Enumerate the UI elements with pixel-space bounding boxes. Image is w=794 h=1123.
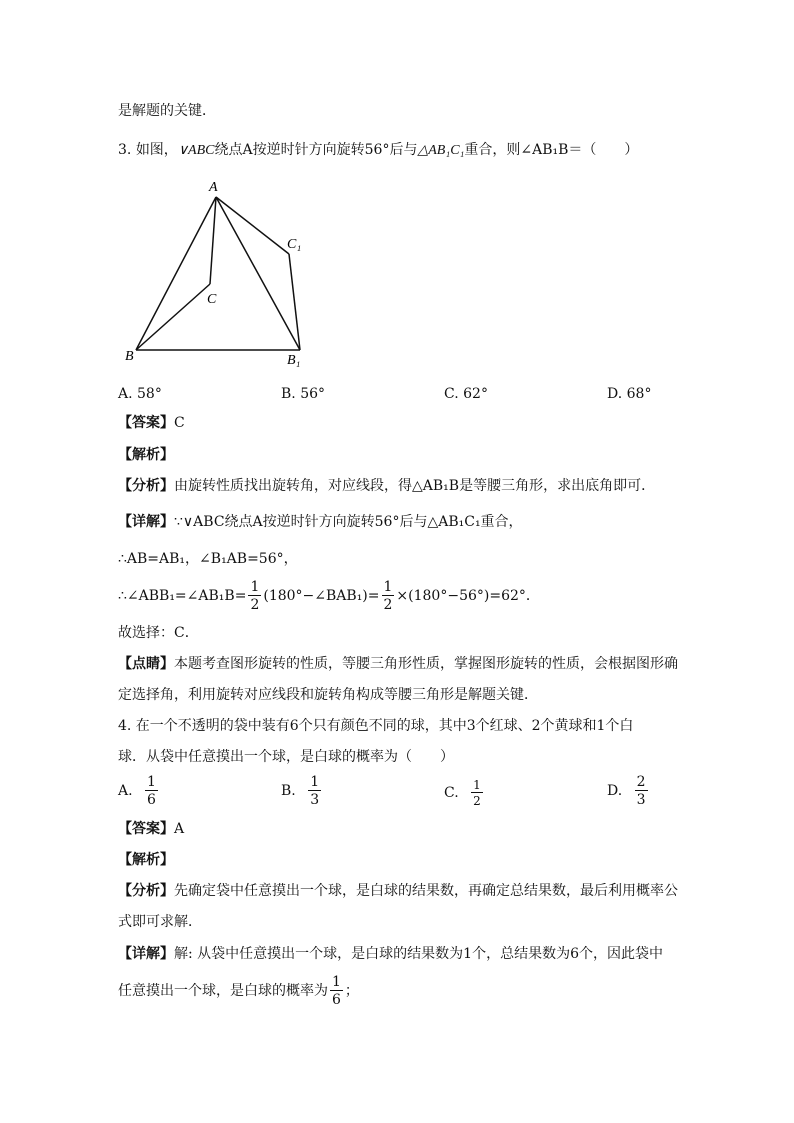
q3-choose: 故选择：C． bbox=[118, 625, 199, 641]
q3-xiangjie: 【详解】∵∨ABC绕点A按逆时针方向旋转56°后与△AB₁C₁重合， bbox=[118, 514, 523, 530]
label-C: C bbox=[207, 292, 217, 307]
q3-answer: 【答案】C bbox=[118, 415, 185, 431]
q4-analysis-tag: 【解析】 bbox=[118, 852, 174, 868]
q3-stem-mid: 绕点A按逆时针方向旋转56°后与 bbox=[214, 142, 418, 158]
q4-xiangjie-2: 任意摸出一个球，是白球的概率为 $\frac{1}{6}$ ； bbox=[118, 974, 359, 1008]
q3-option-b: B. 56° bbox=[281, 386, 326, 402]
label-A: A bbox=[209, 180, 218, 195]
q4-option-c: C. $\frac{1}{2}$ bbox=[444, 778, 481, 808]
label-C1: C₁ bbox=[287, 237, 302, 252]
q4-option-d: D. $\frac{2}{3}$ bbox=[607, 774, 646, 808]
q3-stem-prefix: 如图， bbox=[135, 142, 178, 158]
q3-tri-ab1c1: △AB₁C₁ bbox=[417, 143, 465, 158]
q3-number: 3. bbox=[118, 142, 132, 158]
q4-option-a: A. $\frac{1}{6}$ bbox=[118, 774, 156, 808]
q3-analysis-tag: 【解析】 bbox=[118, 447, 174, 463]
q3-fenxi: 【分析】由旋转性质找出旋转角，对应线段，得△AB₁B是等腰三角形，求出底角即可． bbox=[118, 478, 656, 494]
q4-fenxi-1: 【分析】先确定袋中任意摸出一个球，是白球的结果数，再确定总结果数，最后利用概率公 bbox=[118, 883, 678, 899]
q4-xiangjie-1: 【详解】解: 从袋中任意摸出一个球，是白球的结果数为1个，总结果数为6个，因此袋中 bbox=[118, 946, 663, 962]
q4-stem-1: 4. 在一个不透明的袋中装有6个只有颜色不同的球，其中3个红球、2个黄球和1个白 bbox=[118, 718, 634, 734]
q3-option-d: D. 68° bbox=[607, 386, 652, 402]
top-line: 是解题的关键． bbox=[118, 103, 216, 119]
q4-fenxi-2: 式即可求解． bbox=[118, 914, 202, 930]
q4-option-b: B. $\frac{1}{3}$ bbox=[281, 774, 320, 808]
q3-tri-abc: ∨ABC bbox=[177, 143, 215, 158]
q3-stem-end: 重合，则∠AB₁B＝（ ） bbox=[464, 142, 639, 158]
q4-answer: 【答案】A bbox=[118, 821, 185, 837]
q3-option-c: C. 62° bbox=[444, 386, 488, 402]
q3-figure bbox=[115, 175, 315, 375]
q4-stem-2: 球．从袋中任意摸出一个球，是白球的概率为（ ） bbox=[118, 749, 454, 765]
label-B: B bbox=[125, 349, 134, 364]
label-B1: B₁ bbox=[287, 353, 301, 368]
q3-dianjing-1: 【点睛】本题考查图形旋转的性质，等腰三角形性质，掌握图形旋转的性质，会根据图形确 bbox=[118, 656, 678, 672]
q3-dianjing-2: 定选择角，利用旋转对应线段和旋转角构成等腰三角形是解题关键． bbox=[118, 687, 538, 703]
q3-option-a: A. 58° bbox=[118, 386, 162, 402]
q3-step2: ∴∠ABB₁=∠AB₁B= $\frac{1}{2}$ (180°−∠BAB₁)= $\frac{1}{2}$ ×(180°−56°)=62°． bbox=[118, 579, 540, 613]
q3-stem bbox=[118, 140, 638, 161]
q3-step1: ∴AB=AB₁，∠B₁AB=56°， bbox=[118, 551, 298, 567]
